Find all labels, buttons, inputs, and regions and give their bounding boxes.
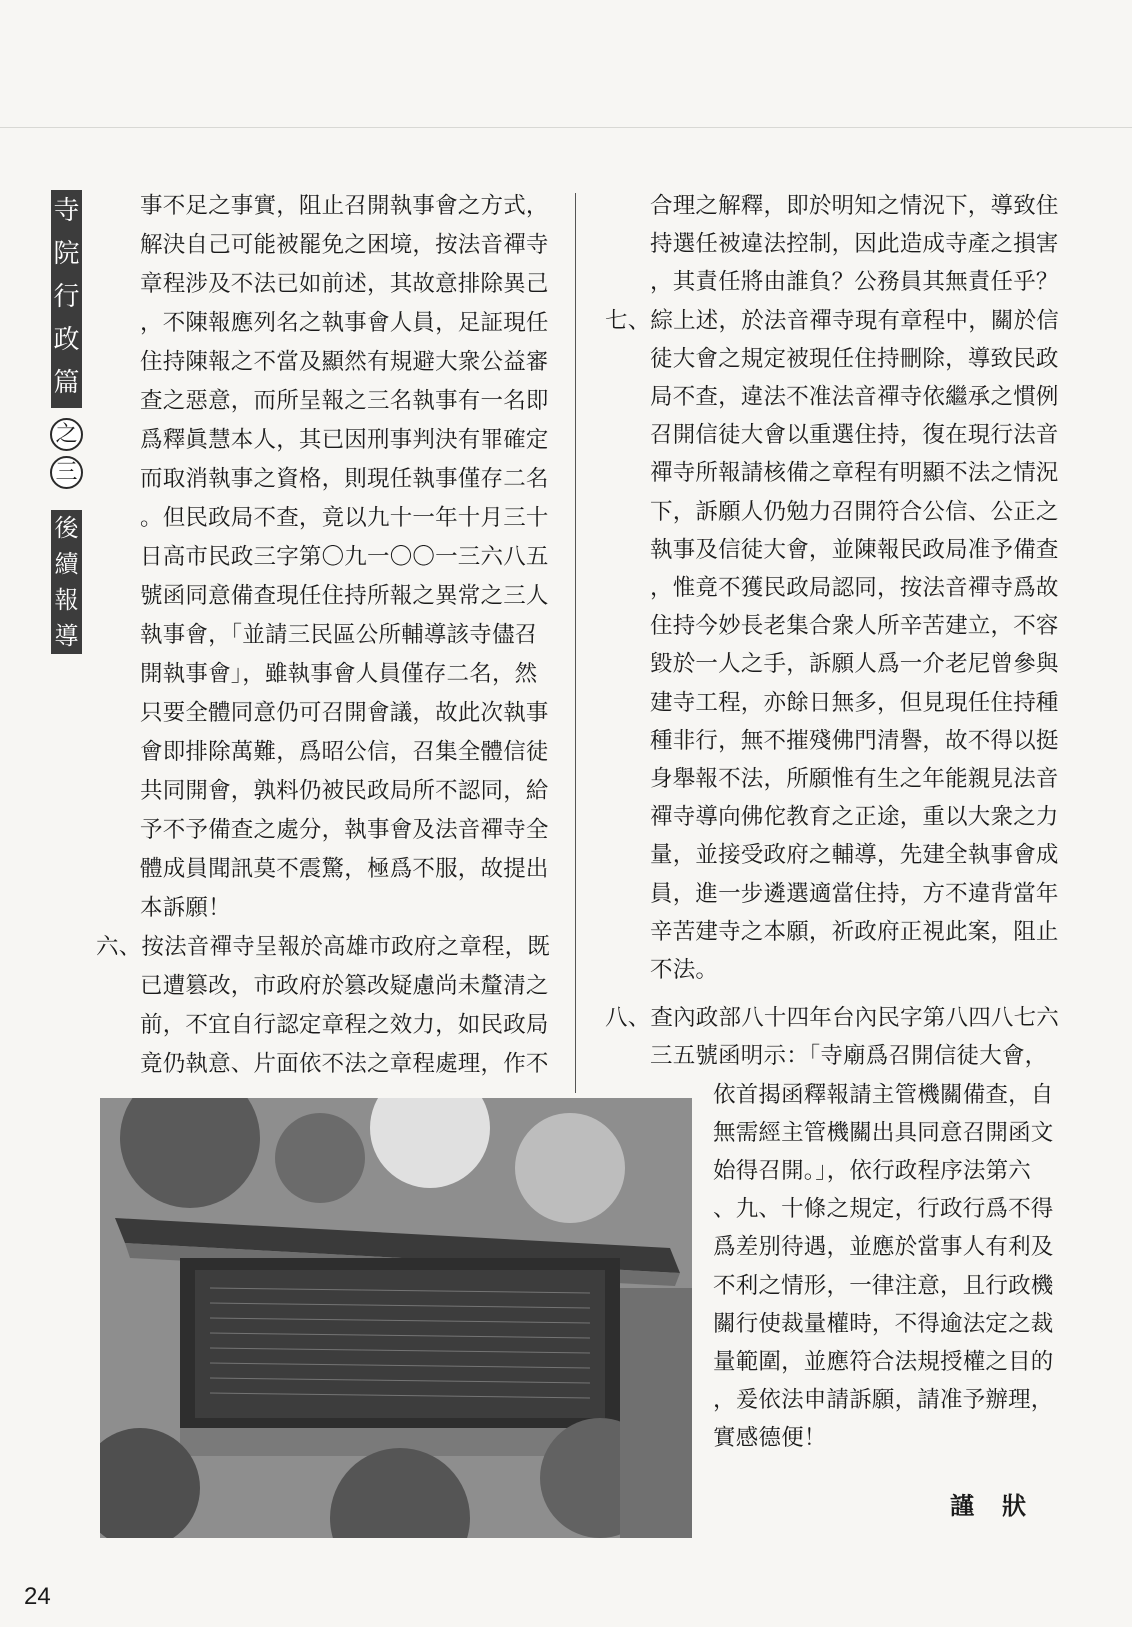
memorial-tablet-photo [100, 1098, 692, 1538]
signature: 謹狀 [950, 1491, 1054, 1520]
banner-char: 寺 [53, 196, 80, 226]
text-line: 只要全體同意仍可召開會議，故此次執事 [140, 700, 549, 726]
text-line: 關行使裁量權時，不得逾法定之裁 [713, 1310, 1054, 1337]
section-banner [51, 190, 82, 408]
text-line: 召開信徒大會以重選住持，復在現行法音 [650, 422, 1059, 449]
text-line: 章程涉及不法已如前述，其故意排除異己 [140, 271, 549, 297]
text-line: 而取消執事之資格，則現任執事僅存二名 [140, 466, 549, 492]
banner-char: 政 [53, 325, 80, 355]
text-line: 不法。 [650, 957, 719, 983]
text-line: ，其責任將由誰負？公務員其無責任乎？ [650, 269, 1059, 296]
page-number: 24 [24, 1583, 51, 1610]
section-number-char: 之 [50, 418, 83, 451]
text-line: 無需經主管機關出具同意召開函文 [713, 1119, 1054, 1146]
text-line: 毀於一人之手，訴願人爲一介老尼曾參與 [650, 651, 1059, 678]
text-line: 本訴願！ [140, 895, 231, 921]
text-line: 實感德便！ [713, 1425, 827, 1452]
header-rule [0, 127, 1132, 128]
text-line: 執事會，「並請三民區公所輔導該寺儘召 [140, 622, 538, 648]
text-line: 辛苦建寺之本願，祈政府正視此案，阻止 [650, 918, 1059, 945]
text-line: 徒大會之規定被現任住持刪除，導致民政 [650, 345, 1059, 372]
text-line: 已遭篡改，市政府於篡改疑慮尚未釐清之 [140, 973, 549, 999]
text-line: ，不陳報應列名之執事會人員，足証現任 [140, 310, 549, 336]
banner-char: 行 [53, 282, 80, 312]
column-divider [575, 193, 576, 1093]
text-line: 七、綜上述，於法音禪寺現有章程中，關於信 [605, 307, 1060, 334]
text-line: 爲差別待遇，並應於當事人有利及 [713, 1234, 1054, 1261]
text-line: 。但民政局不查，竟以九十一年十月三十 [140, 505, 549, 531]
subtitle-char: 導 [54, 622, 79, 650]
text-line: 住持陳報之不當及顯然有規避大衆公益審 [140, 349, 549, 375]
text-line: 三五號函明示：「寺廟爲召開信徒大會， [650, 1043, 1048, 1070]
text-line: 開執事會」，雖執事會人員僅存二名，然 [140, 661, 538, 687]
text-line: 住持今妙長老集合衆人所辛苦建立，不容 [650, 613, 1059, 640]
banner-char: 院 [53, 239, 80, 269]
text-line: 建寺工程，亦餘日無多，但見現任住持種 [650, 689, 1059, 716]
text-line: 持選任被違法控制，因此造成寺產之損害 [650, 231, 1059, 258]
text-line: 會即排除萬難，爲昭公信，召集全體信徒 [140, 739, 549, 765]
text-line: 體成員聞訊莫不震驚，極爲不服，故提出 [140, 856, 549, 882]
text-line: 合理之解釋，即於明知之情況下，導致住 [650, 193, 1059, 219]
text-line: 、九、十條之規定，行政行爲不得 [713, 1196, 1054, 1223]
text-line: 量，並接受政府之輔導，先建全執事會成 [650, 842, 1059, 869]
text-line: 量範圍，並應符合法規授權之目的 [713, 1349, 1054, 1375]
text-line: 事不足之事實，阻止召開執事會之方式， [140, 193, 549, 219]
text-line: 日高市民政三字第〇九一〇〇一三六八五 [140, 544, 549, 570]
section-number-char: 三 [50, 456, 83, 489]
text-line: 解決自己可能被罷免之困境，按法音禪寺 [140, 232, 549, 258]
banner-char: 篇 [53, 368, 80, 398]
text-line: 不利之情形，一律注意，且行政機 [713, 1272, 1054, 1299]
text-line: 竟仍執意、片面依不法之章程處理，作不 [140, 1051, 549, 1077]
section-subtitle [51, 510, 82, 654]
text-line: 號函同意備查現任住持所報之異常之三人 [140, 583, 549, 609]
text-line: 依首揭函釋報請主管機關備查，自 [713, 1081, 1054, 1108]
text-line: 執事及信徒大會，並陳報民政局准予備查 [650, 536, 1059, 563]
subtitle-char: 報 [54, 586, 79, 614]
subtitle-char: 續 [54, 550, 79, 578]
text-line: 局不查，違法不准法音禪寺依繼承之慣例 [650, 384, 1059, 410]
text-line: 身舉報不法，所願惟有生之年能親見法音 [650, 766, 1059, 792]
subtitle-char: 後 [54, 514, 79, 542]
text-line: 共同開會，孰料仍被民政局所不認同，給 [140, 778, 549, 804]
text-line: 前，不宜自行認定章程之效力，如民政局 [140, 1012, 549, 1038]
text-line: 予不予備查之處分，執事會及法音禪寺全 [140, 817, 549, 843]
text-line: 六、按法音禪寺呈報於高雄市政府之章程，既 [96, 934, 551, 960]
text-line: 爲釋眞慧本人，其已因刑事判決有罪確定 [140, 427, 549, 453]
text-line: 禪寺所報請核備之章程有明顯不法之情況 [650, 460, 1059, 487]
text-line: 始得召開。」，依行政程序法第六 [713, 1158, 1032, 1184]
text-line: 查之惡意，而所呈報之三名執事有一名即 [140, 388, 549, 414]
text-line: 員，進一步遴選適當住持，方不違背當年 [650, 880, 1059, 907]
text-line: 種非行，無不摧殘佛門清譽，故不得以挺 [650, 727, 1059, 754]
text-line: 八、查內政部八十四年台內民字第八四八七六 [605, 1005, 1060, 1032]
text-line: 下，訴願人仍勉力召開符合公信、公正之 [650, 498, 1059, 525]
text-line: ，惟竟不獲民政局認同，按法音禪寺爲故 [650, 575, 1059, 601]
text-line: 禪寺導向佛佗教育之正途，重以大衆之力 [650, 804, 1059, 831]
text-line: ，爰依法申請訴願，請准予辦理， [713, 1387, 1054, 1414]
